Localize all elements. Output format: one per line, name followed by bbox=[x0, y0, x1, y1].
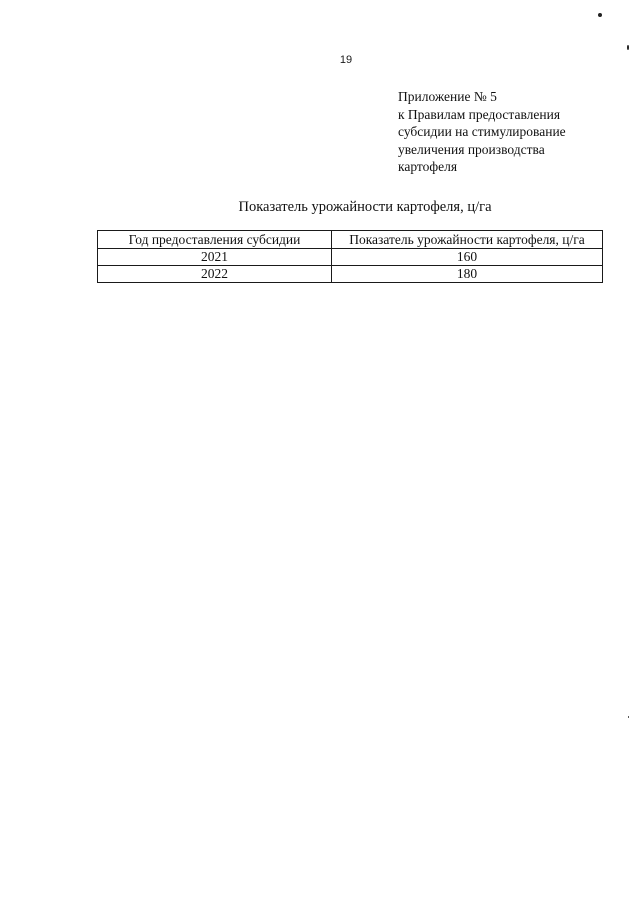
table-title: Показатель урожайности картофеля, ц/га bbox=[238, 199, 492, 215]
table-header-row bbox=[98, 231, 603, 249]
appendix-line-title: Приложение № 5 bbox=[398, 89, 497, 104]
cell-year: 2022 bbox=[98, 266, 332, 283]
cell-year: 2021 bbox=[98, 249, 332, 266]
appendix-line-subsidy: субсидии на стимулирование bbox=[398, 124, 566, 139]
header-yield: Показатель урожайности картофеля, ц/га bbox=[332, 231, 603, 249]
yield-table bbox=[97, 230, 603, 283]
table-row bbox=[98, 249, 603, 266]
scan-speck-mark bbox=[627, 45, 629, 50]
scan-speck-mark bbox=[598, 13, 602, 17]
appendix-line-rules: к Правилам предоставления bbox=[398, 106, 561, 122]
cell-yield: 160 bbox=[332, 249, 603, 266]
header-year: Год предоставления субсидии bbox=[98, 231, 332, 249]
appendix-line-potato: картофеля bbox=[398, 159, 458, 174]
page-number: 19 bbox=[339, 54, 353, 66]
scan-speck-mark bbox=[628, 716, 629, 718]
table-row bbox=[98, 266, 603, 283]
cell-yield: 180 bbox=[332, 266, 603, 283]
appendix-header bbox=[398, 88, 623, 176]
appendix-line-increase: увеличения производства bbox=[398, 141, 545, 157]
